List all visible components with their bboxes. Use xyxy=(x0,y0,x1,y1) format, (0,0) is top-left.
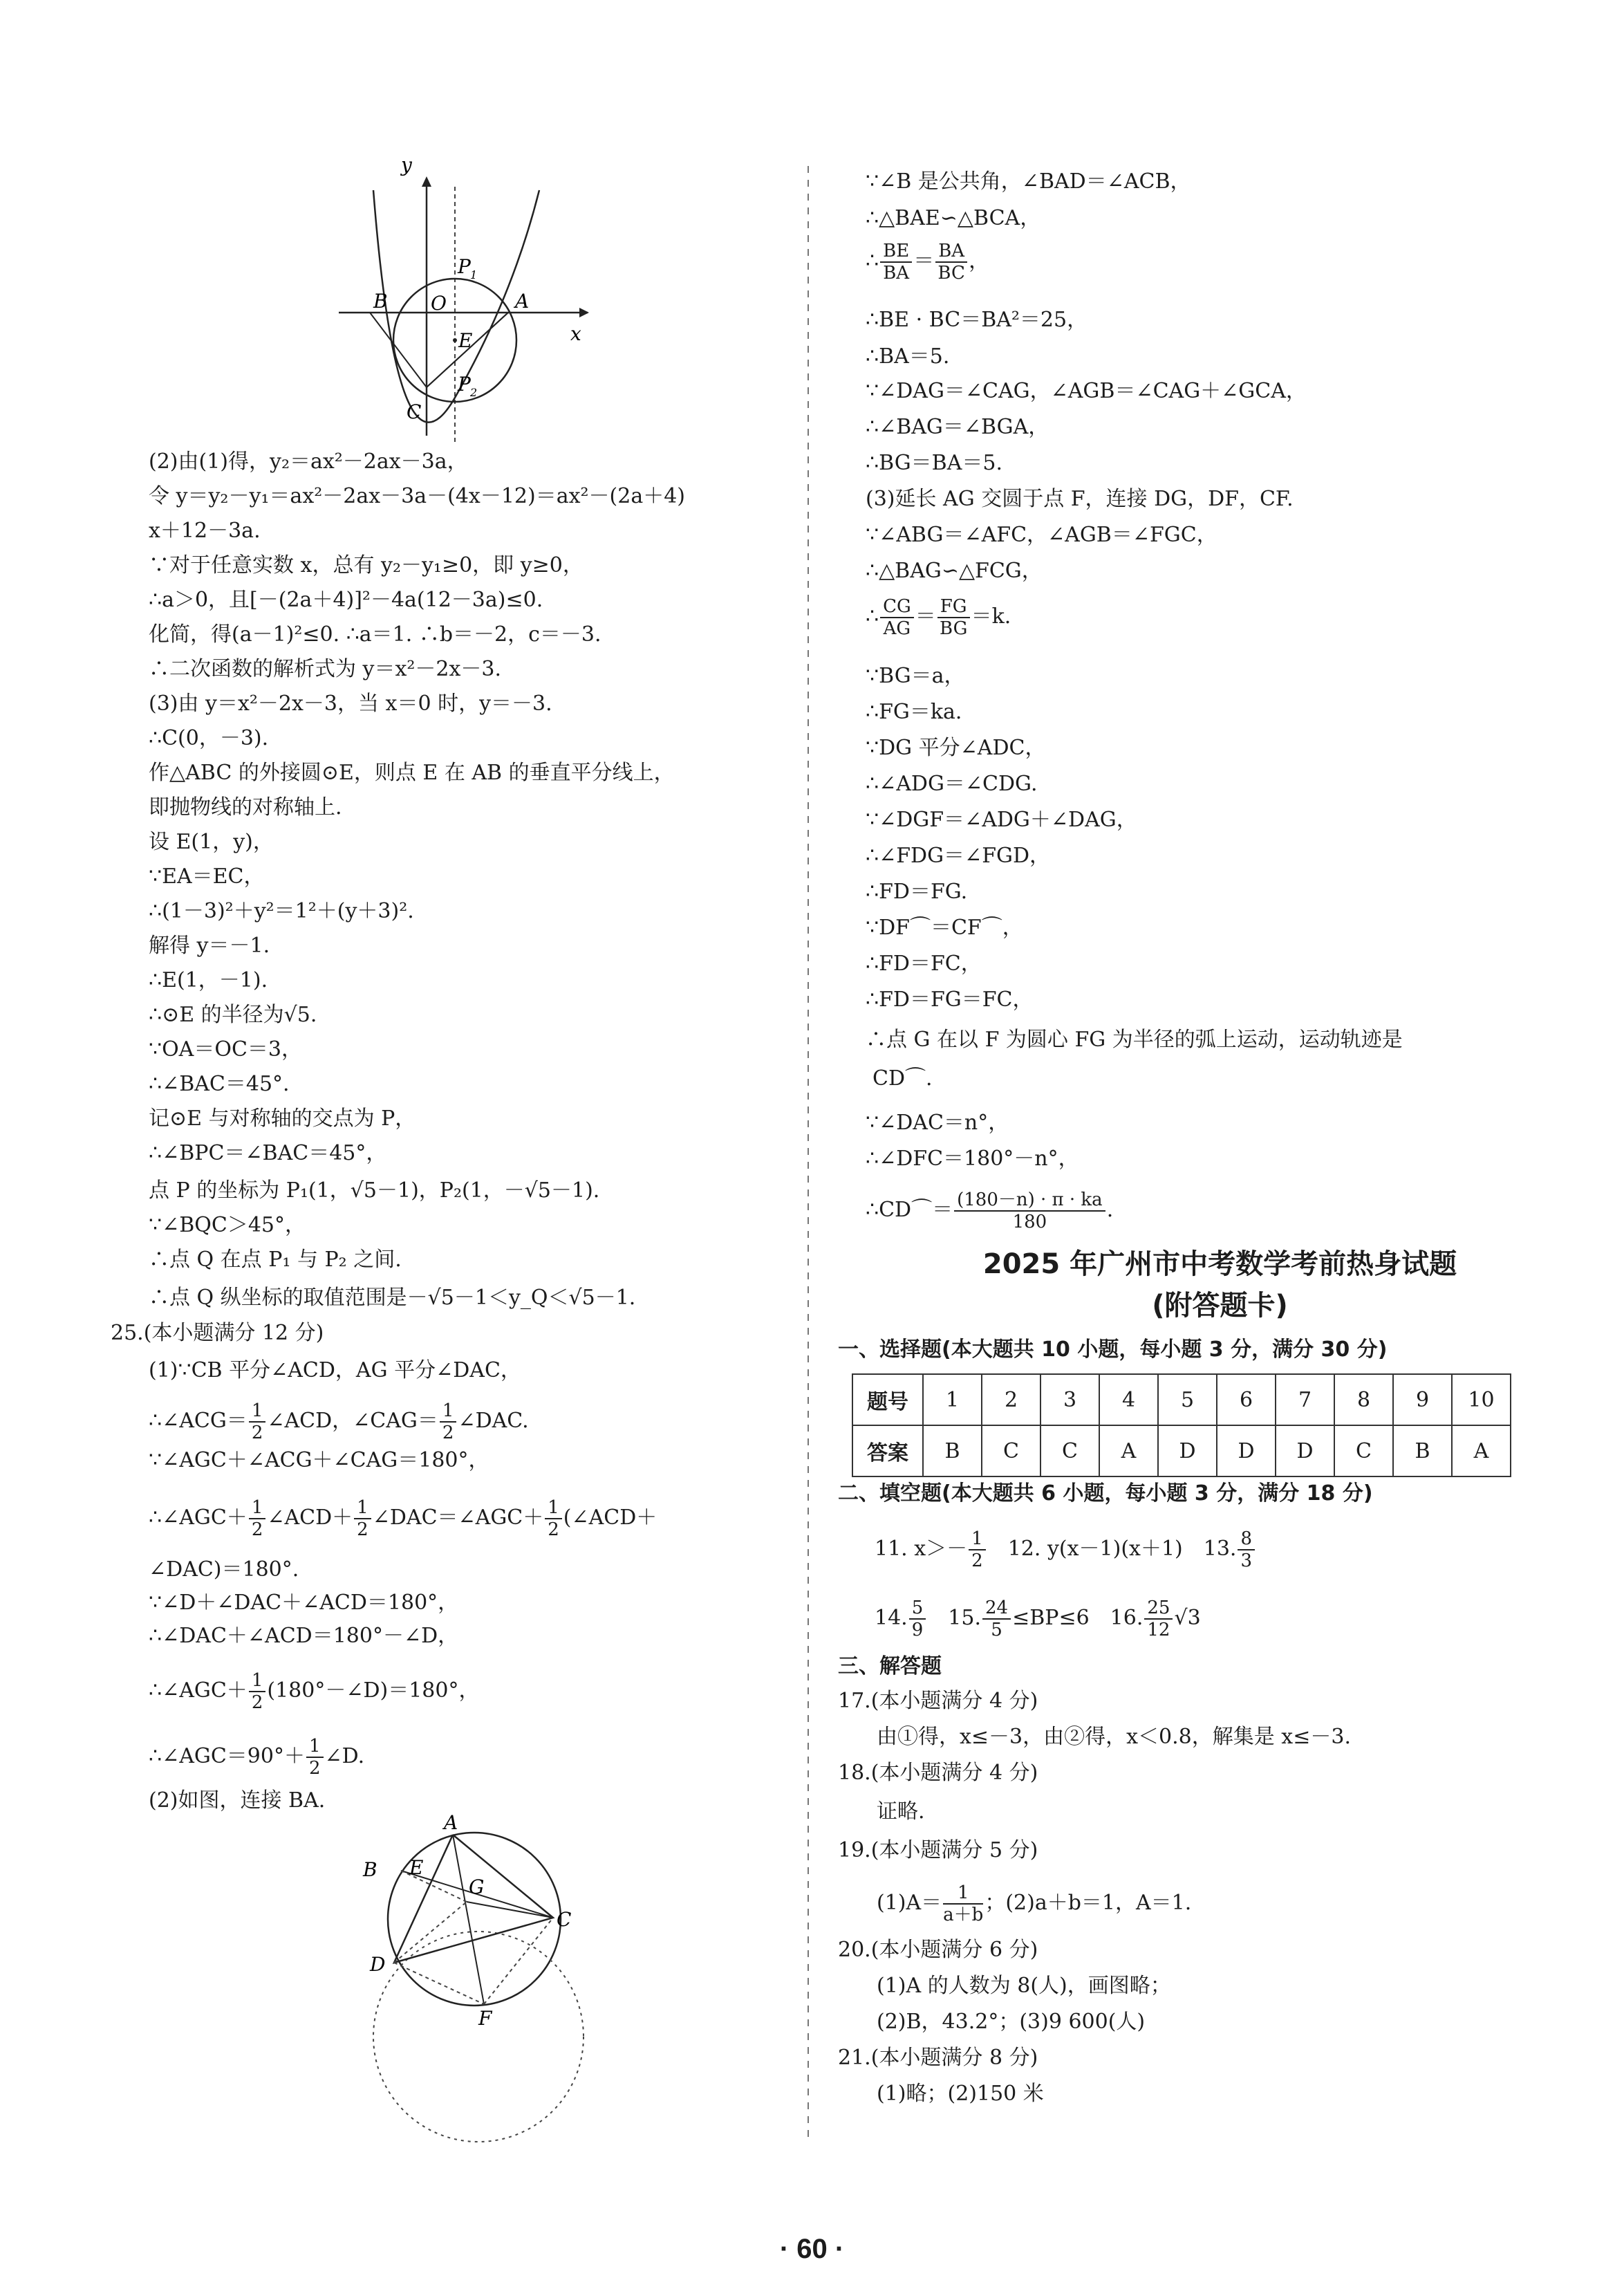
exam-title: 2025 年广州市中考数学考前热身试题 xyxy=(982,1248,1457,1280)
question-20-answer-2: (2)B，43.2°；(3)9 600(人) xyxy=(877,2010,1146,2034)
numerator: 1 xyxy=(249,1670,266,1692)
text-line: ∴BE · BC＝BA²＝25， xyxy=(866,308,1088,332)
text-segment: ∴∠AGC＝90°＋ xyxy=(149,1744,305,1768)
text-line: ∴∠ADG＝∠CDG. xyxy=(866,772,1038,796)
denominator: BA xyxy=(883,263,910,284)
text-line: ∴BG＝BA＝5. xyxy=(866,451,1002,475)
numerator: 1 xyxy=(440,1400,457,1423)
fraction xyxy=(880,241,912,284)
denominator: 2 xyxy=(357,1519,368,1540)
exam-subtitle: (附答题卡) xyxy=(1152,1290,1288,1322)
text-line: ∵DG 平分∠ADC， xyxy=(866,736,1046,760)
fill-answers-line-2 xyxy=(875,1598,1201,1640)
text-line: 记⊙E 与对称轴的交点为 P， xyxy=(149,1106,416,1131)
fraction xyxy=(880,596,914,639)
fig2-label-f: F xyxy=(478,2007,492,2030)
page-number: · 60 · xyxy=(779,2234,845,2264)
text-line: (3)由 y＝x²－2x－3，当 x＝0 时，y＝－3. xyxy=(149,692,552,716)
table-cell: D xyxy=(1276,1425,1334,1476)
circle-geometry-figure xyxy=(360,1812,608,2144)
fig1-label-b: B xyxy=(373,290,388,313)
text-line: ∴∠BAC＝45°. xyxy=(149,1072,290,1096)
fraction xyxy=(937,596,970,639)
denominator: 2 xyxy=(251,1519,263,1540)
question-19-answer xyxy=(877,1882,1191,1925)
question-17-answer: 由①得，x≤－3，由②得，x＜0.8，解集是 x≤－3. xyxy=(877,1725,1351,1749)
numerator: 24 xyxy=(982,1598,1011,1620)
denominator: 2 xyxy=(251,1692,263,1713)
table-cell: 6 xyxy=(1217,1374,1276,1425)
fig1-label-y: y xyxy=(401,159,412,176)
fig2-label-b: B xyxy=(363,1858,377,1881)
fig2-label-e: E xyxy=(409,1856,424,1879)
fig1-label-e: E xyxy=(458,329,473,352)
question-21-answer: (1)略；(2)150 米 xyxy=(877,2082,1044,2106)
table-row xyxy=(852,1425,1511,1476)
numerator: FG xyxy=(937,596,970,618)
text-line: ∵OA＝OC＝3， xyxy=(149,1037,302,1062)
text-segment: ∠ACD，∠CAG＝ xyxy=(267,1409,438,1433)
text-line: ∴点 G 在以 F 为圆心 FG 为半径的弧上运动，运动轨迹是 xyxy=(866,1028,1403,1052)
text-segment: 14. xyxy=(875,1606,908,1630)
denominator: 2 xyxy=(548,1519,559,1540)
text-line: (2)由(1)得，y₂＝ax²－2ax－3a， xyxy=(149,450,468,474)
fig2-label-g: G xyxy=(469,1876,485,1898)
fig1-label-p1-sub: 1 xyxy=(470,268,478,281)
section-heading-fill: 二、填空题(本大题共 6 小题，每小题 3 分，满分 18 分) xyxy=(838,1481,1373,1506)
numerator: 1 xyxy=(943,1882,983,1905)
text-line: ∴△BAG∽△FCG， xyxy=(866,559,1043,583)
text-segment: (1)A＝ xyxy=(877,1891,942,1915)
section-heading-solve: 三、解答题 xyxy=(838,1654,942,1678)
text-segment: ∠D. xyxy=(324,1744,365,1768)
denominator: BG xyxy=(939,618,968,639)
text-segment: ∠DAC. xyxy=(458,1409,529,1433)
text-line: ∵∠DAG＝∠CAG，∠AGB＝∠CAG＋∠GCA， xyxy=(866,379,1307,403)
text-line: ∵∠DGF＝∠ADG＋∠DAG， xyxy=(866,808,1137,832)
numerator: 1 xyxy=(354,1497,371,1519)
text-line: ∴(1－3)²＋y²＝1²＋(y＋3)². xyxy=(149,899,414,923)
text-line: ∵对于任意实数 x，总有 y₂－y₁≥0，即 y≥0， xyxy=(149,553,584,577)
text-line: ∴∠FDG＝∠FGD， xyxy=(866,844,1051,868)
text-line: ∵∠BQC＞45°， xyxy=(149,1213,306,1237)
text-segment: (180°－∠D)＝180°， xyxy=(267,1678,480,1703)
denominator: AG xyxy=(883,618,911,639)
denominator: 12 xyxy=(1147,1620,1170,1640)
text-segment: 12. y(x－1)(x＋1) 13. xyxy=(1007,1537,1237,1561)
fraction xyxy=(1238,1528,1255,1571)
text-line: ∵∠AGC＋∠ACG＋∠CAG＝180°， xyxy=(149,1448,489,1472)
table-cell: D xyxy=(1217,1425,1276,1476)
text-line: ∴FD＝FG＝FC， xyxy=(866,988,1034,1012)
math-line xyxy=(866,1189,1113,1232)
table-cell: D xyxy=(1158,1425,1217,1476)
fraction xyxy=(249,1400,266,1443)
text-line: x＋12－3a. xyxy=(149,519,261,543)
text-line: 即抛物线的对称轴上. xyxy=(149,795,342,819)
table-cell: 4 xyxy=(1099,1374,1158,1425)
numerator: 1 xyxy=(249,1400,266,1423)
text-segment: 15. xyxy=(948,1606,981,1630)
table-cell: C xyxy=(1334,1425,1393,1476)
text-line: ∴点 Q 纵坐标的取值范围是－√5－1＜y_Q＜√5－1. xyxy=(149,1286,636,1310)
text-line: 设 E(1，y)， xyxy=(149,830,274,854)
denominator: 2 xyxy=(971,1550,983,1571)
fraction xyxy=(943,1882,983,1925)
fraction xyxy=(909,1598,926,1640)
text-line: 令 y＝y₂－y₁＝ax²－2ax－3a－(4x－12)＝ax²－(2a＋4) xyxy=(149,484,686,508)
fig1-label-p2-sub: 2 xyxy=(470,386,478,399)
denominator: 2 xyxy=(442,1423,454,1443)
text-segment: ＝k. xyxy=(971,604,1011,629)
text-line: ∴⊙E 的半径为√5. xyxy=(149,1003,317,1027)
table-cell: 10 xyxy=(1452,1374,1511,1425)
numerator: 1 xyxy=(545,1497,562,1519)
text-line: ∴FD＝FC， xyxy=(866,952,982,976)
table-cell: C xyxy=(1040,1425,1099,1476)
question-17-header: 17.(本小题满分 4 分) xyxy=(838,1689,1038,1713)
table-cell: 5 xyxy=(1158,1374,1217,1425)
text-segment: ， xyxy=(969,249,990,273)
text-line: 解得 y＝－1. xyxy=(149,934,270,958)
text-segment: (∠ACD＋ xyxy=(563,1506,657,1530)
numerator: 8 xyxy=(1238,1528,1255,1550)
text-segment: √3 xyxy=(1174,1606,1201,1630)
text-line: ∵∠D＋∠DAC＋∠ACD＝180°， xyxy=(149,1591,459,1615)
parabola-figure xyxy=(332,159,595,450)
numerator: 25 xyxy=(1144,1598,1173,1620)
text-line: ∴a＞0，且[－(2a＋4)]²－4a(12－3a)≤0. xyxy=(149,588,543,612)
text-line: ∠DAC)＝180°. xyxy=(149,1557,299,1582)
table-header-cell: 答案 xyxy=(852,1425,923,1476)
numerator: 5 xyxy=(909,1598,926,1620)
math-line xyxy=(149,1497,657,1540)
math-line xyxy=(866,241,989,284)
table-cell: B xyxy=(1393,1425,1452,1476)
fig1-label-c: C xyxy=(407,400,422,423)
numerator: (180－n) · π · ka xyxy=(954,1189,1105,1212)
table-cell: 9 xyxy=(1393,1374,1452,1425)
fraction xyxy=(982,1598,1011,1640)
text-segment: ∴CD⌒＝ xyxy=(866,1198,953,1222)
text-line: CD⌒. xyxy=(872,1066,933,1091)
text-line: ∴E(1，－1). xyxy=(149,968,268,992)
text-line: ∴∠DAC＋∠ACD＝180°－∠D， xyxy=(149,1624,459,1648)
column-divider xyxy=(808,166,809,2137)
fraction xyxy=(1144,1598,1173,1640)
text-segment: ≤BP≤6 16. xyxy=(1012,1606,1144,1630)
text-line: ∴BA＝5. xyxy=(866,344,950,369)
text-line: ∴FG＝ka. xyxy=(866,700,962,724)
numerator: 1 xyxy=(249,1497,266,1519)
text-line: ∴△BAE∽△BCA， xyxy=(866,206,1041,230)
fig1-label-p2: P xyxy=(458,373,471,396)
fraction xyxy=(545,1497,562,1540)
text-line: ∴FD＝FG. xyxy=(866,880,968,904)
text-segment: ∠DAC＝∠AGC＋ xyxy=(372,1506,544,1530)
fraction xyxy=(969,1528,986,1571)
numerator: 1 xyxy=(969,1528,986,1550)
text-line: 作△ABC 的外接圆⊙E，则点 E 在 AB 的垂直平分线上， xyxy=(149,761,675,785)
text-segment: ＝ xyxy=(913,249,935,273)
denominator: BC xyxy=(937,263,965,284)
math-line xyxy=(149,1670,479,1713)
text-line: ∴二次函数的解析式为 y＝x²－2x－3. xyxy=(149,657,502,681)
text-line: 化简，得(a－1)²≤0. ∴a＝1. ∴b＝－2，c＝－3. xyxy=(149,622,601,647)
text-line: ∵∠ABG＝∠AFC，∠AGB＝∠FGC， xyxy=(866,523,1217,547)
text-segment: ∴ xyxy=(866,249,879,273)
fill-answers-line-1 xyxy=(875,1528,1256,1571)
text-segment: ；(2)a＋b＝1，A＝1. xyxy=(984,1891,1192,1915)
text-segment: ∴∠ACG＝ xyxy=(149,1409,248,1433)
table-cell: 8 xyxy=(1334,1374,1393,1425)
math-line xyxy=(866,596,1011,639)
text-segment: ∠ACD＋ xyxy=(267,1506,353,1530)
text-segment: ∴∠AGC＋ xyxy=(149,1506,248,1530)
text-segment: . xyxy=(1106,1198,1114,1222)
denominator: 2 xyxy=(308,1758,321,1779)
numerator: BE xyxy=(880,241,912,263)
fraction xyxy=(440,1400,457,1443)
numerator: CG xyxy=(880,596,914,618)
question-18-answer: 证略. xyxy=(877,1799,925,1824)
table-cell: A xyxy=(1099,1425,1158,1476)
table-cell: C xyxy=(982,1425,1040,1476)
denominator: 180 xyxy=(1012,1212,1047,1232)
question-19-header: 19.(本小题满分 5 分) xyxy=(838,1838,1038,1862)
text-line: 点 P 的坐标为 P₁(1，√5－1)，P₂(1，－√5－1). xyxy=(149,1178,600,1203)
math-line xyxy=(149,1736,364,1779)
text-segment: ∴∠AGC＋ xyxy=(149,1678,248,1703)
numerator: BA xyxy=(935,241,967,263)
question-21-header: 21.(本小题满分 8 分) xyxy=(838,2046,1038,2070)
text-segment: ∴ xyxy=(866,604,879,629)
text-line: ∵EA＝EC， xyxy=(149,864,265,889)
numerator: 1 xyxy=(306,1736,324,1758)
text-line: (2)如图，连接 BA. xyxy=(149,1788,326,1813)
fig1-label-o: O xyxy=(431,292,447,315)
text-line: ∴点 Q 在点 P₁ 与 P₂ 之间. xyxy=(149,1248,402,1272)
question-20-answer-1: (1)A 的人数为 8(人)，画图略； xyxy=(877,1974,1171,1998)
text-segment: ＝ xyxy=(915,604,936,629)
text-line: ∴∠DFC＝180°－n°， xyxy=(866,1147,1079,1171)
fig2-label-d: D xyxy=(370,1953,386,1976)
fraction xyxy=(935,241,967,284)
table-cell: A xyxy=(1452,1425,1511,1476)
table-cell: 1 xyxy=(923,1374,982,1425)
answer-table xyxy=(852,1373,1511,1477)
table-cell: 7 xyxy=(1276,1374,1334,1425)
denominator: 3 xyxy=(1240,1550,1252,1571)
text-line: ∵∠DAC＝n°， xyxy=(866,1111,1009,1135)
table-row xyxy=(852,1374,1511,1425)
table-header-cell: 题号 xyxy=(852,1374,923,1425)
fraction xyxy=(249,1497,266,1540)
question-20-header: 20.(本小题满分 6 分) xyxy=(838,1938,1038,1962)
denominator: 5 xyxy=(991,1620,1002,1640)
fig2-label-a: A xyxy=(444,1812,458,1834)
fraction xyxy=(306,1736,324,1779)
fraction xyxy=(954,1189,1105,1232)
fraction xyxy=(249,1670,266,1713)
text-line: ∵BG＝a， xyxy=(866,664,965,688)
text-line: (1)∵CB 平分∠ACD，AG 平分∠DAC， xyxy=(149,1358,521,1382)
section-heading-choice: 一、选择题(本大题共 10 小题，每小题 3 分，满分 30 分) xyxy=(838,1337,1388,1362)
question-18-header: 18.(本小题满分 4 分) xyxy=(838,1761,1038,1785)
fig1-label-p1: P xyxy=(458,255,471,278)
fig1-label-x: x xyxy=(570,322,581,345)
text-line: (3)延长 AG 交圆于点 F，连接 DG，DF，CF. xyxy=(866,487,1294,511)
text-line: ∴∠BAG＝∠BGA， xyxy=(866,415,1049,439)
question-25-header: 25.(本小题满分 12 分) xyxy=(111,1321,324,1345)
text-line: ∵DF⌒＝CF⌒， xyxy=(866,916,1023,940)
fig2-label-c: C xyxy=(557,1908,572,1931)
table-cell: 2 xyxy=(982,1374,1040,1425)
text-line: ∵∠B 是公共角，∠BAD＝∠ACB， xyxy=(866,169,1191,194)
denominator: a＋b xyxy=(943,1905,984,1925)
denominator: 9 xyxy=(911,1620,924,1640)
text-line: ∴C(0，－3). xyxy=(149,726,269,750)
table-cell: 3 xyxy=(1040,1374,1099,1425)
text-segment: 11. x＞－ xyxy=(875,1537,968,1561)
table-cell: B xyxy=(923,1425,982,1476)
fig1-label-a: A xyxy=(515,290,530,313)
denominator: 2 xyxy=(251,1423,263,1443)
fraction xyxy=(354,1497,371,1540)
text-line: ∴∠BPC＝∠BAC＝45°， xyxy=(149,1141,387,1165)
math-line xyxy=(149,1400,529,1443)
